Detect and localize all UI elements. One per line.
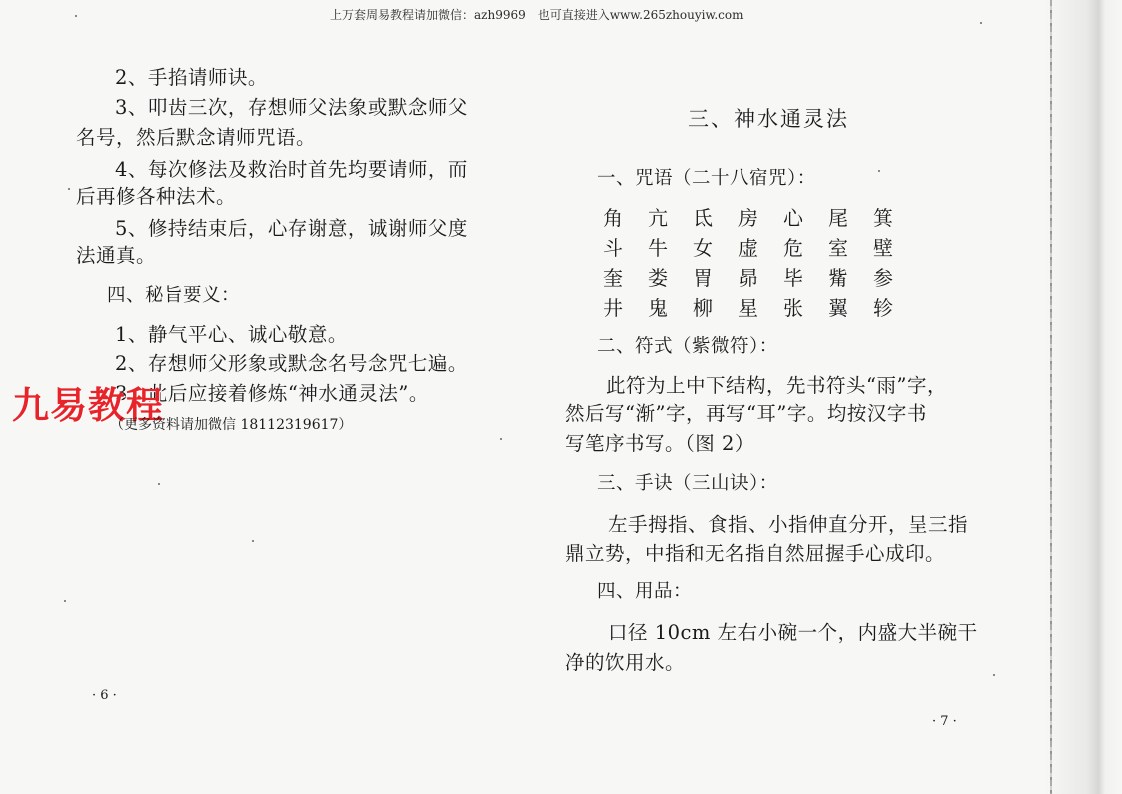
- mansion-char: 女: [693, 236, 713, 260]
- left-line-2: 3、叩齿三次，存想师父法象或默念师父: [115, 96, 468, 119]
- mansion-char: 轸: [873, 296, 893, 320]
- scan-speck: [500, 438, 502, 440]
- mansion-char: 星: [738, 296, 758, 320]
- mansion-char: 尾: [828, 206, 848, 230]
- mansion-char: 亢: [648, 206, 668, 230]
- section4-heading: 四、用品：: [597, 581, 693, 602]
- mansion-char: 室: [828, 236, 848, 260]
- section4-line-2: 净的饮用水。: [565, 651, 686, 674]
- scan-speck: [158, 483, 160, 485]
- scan-speck: [980, 22, 982, 24]
- scan-binding-line: [1050, 0, 1052, 794]
- section2-heading: 二、符式（紫微符）：: [597, 336, 778, 357]
- section2-line-3: 写笔序书写。（图 2）: [565, 432, 755, 455]
- mansion-row-3: [603, 262, 918, 291]
- scan-speck: [878, 170, 880, 172]
- left-line-6: 5、修持结束后，心存谢意，诚谢师父度: [115, 217, 468, 240]
- chapter-title: 三、神水通灵法: [688, 107, 849, 131]
- section3-line-1: 左手拇指、食指、小指伸直分开，呈三指: [608, 513, 969, 536]
- mansion-char: 柳: [693, 296, 713, 320]
- section1-heading: 一、咒语（二十八宿咒）：: [597, 168, 816, 189]
- ad-banner: 上万套周易教程请加微信：azh9969 也可直接进入www.265zhouyiw.com: [330, 8, 744, 22]
- section2-line-2: 然后写“渐”字，再写“耳”字。均按汉字书: [565, 402, 927, 425]
- mansion-char: 牛: [648, 236, 668, 260]
- left-page-number: · 6 ·: [92, 688, 117, 703]
- contact-note: （更多资料请加微信 18112319617）: [110, 417, 353, 433]
- mansion-char: 壁: [873, 236, 893, 260]
- left-line-9: 1、静气平心、诚心敬意。: [115, 323, 348, 346]
- left-line-3: 名号，然后默念请师咒语。: [76, 126, 317, 149]
- scan-speck: [993, 674, 995, 676]
- scan-shadow: [1044, 0, 1122, 794]
- mansion-char: 张: [783, 296, 803, 320]
- scan-speck: [68, 188, 70, 190]
- mansion-char: 昴: [738, 266, 758, 290]
- mansion-char: 觜: [828, 266, 848, 290]
- scan-speck: [252, 540, 254, 542]
- mansion-char: 奎: [603, 266, 623, 290]
- scan-speck: [64, 600, 66, 602]
- mansion-char: 胃: [693, 266, 713, 290]
- mansion-char: 虚: [738, 236, 758, 260]
- scan-speck: [75, 15, 77, 17]
- left-line-4: 4、每次修法及救治时首先均要请师，而: [115, 158, 468, 181]
- mansion-row-2: [603, 232, 918, 261]
- mansion-char: 鬼: [648, 296, 668, 320]
- mansion-row-1: [603, 202, 918, 231]
- mansion-char: 心: [783, 206, 803, 230]
- mansion-char: 氐: [693, 206, 713, 230]
- section2-line-1: 此符为上中下结构，先书符头“雨”字，: [606, 374, 947, 397]
- mansion-char: 危: [783, 236, 803, 260]
- mansion-char: 娄: [648, 266, 668, 290]
- mansion-char: 斗: [603, 236, 623, 260]
- section4-line-1: 口径 10cm 左右小碗一个，内盛大半碗干: [608, 621, 978, 644]
- section3-line-2: 鼎立势，中指和无名指自然屈握手心成印。: [565, 542, 946, 565]
- mansion-row-4: [603, 292, 918, 321]
- right-page-number: · 7 ·: [932, 714, 957, 729]
- watermark-logo: 九易教程: [12, 384, 164, 427]
- mansion-char: 房: [738, 206, 758, 230]
- mansion-char: 参: [873, 266, 893, 290]
- mansion-char: 角: [603, 206, 623, 230]
- left-line-1: 2、手掐请师诀。: [115, 66, 268, 89]
- left-line-7: 法通真。: [76, 244, 157, 267]
- mansion-char: 翼: [828, 296, 848, 320]
- left-line-11: 3、此后应接着修炼“神水通灵法”。: [115, 382, 429, 405]
- left-line-10: 2、存想师父形象或默念名号念咒七遍。: [115, 352, 468, 375]
- mansion-char: 井: [603, 296, 623, 320]
- mansion-char: 毕: [783, 266, 803, 290]
- left-line-5: 后再修各种法术。: [76, 185, 237, 208]
- mansion-char: 箕: [873, 206, 893, 230]
- left-heading-secret: 四、秘旨要义：: [107, 285, 241, 306]
- section3-heading: 三、手诀（三山诀）：: [597, 473, 778, 494]
